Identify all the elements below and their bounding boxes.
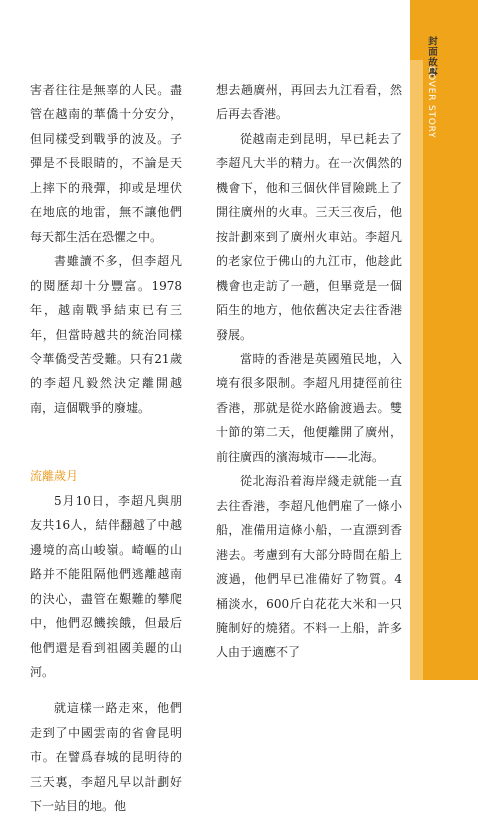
spacer [30, 684, 182, 696]
paragraph: 書雖讀不多，但李超凡的閱歷却十分豐富。1978年，越南戰爭結束已有三年，但當時越共的統治同樣令華僑受苦受難。只有21歲的李超凡毅然決定離開越南，這個戰爭的廢墟。 [30, 254, 182, 415]
paragraph: 從北海沿着海岸綫走就能一直去往香港，李超凡他們雇了一條小船，准備用這條小船，一直漂到香港去。考慮到有大部分時間在船上渡過，他們早已准備好了物質。4桶淡水，600斤白花花大米和一只腌制好的燒猪。不料一上船，許多人由于適應不了 [216, 474, 402, 660]
subheading: 流離歲月 [30, 469, 79, 484]
text-column-2 [216, 78, 402, 665]
paragraph: 害者往往是無辜的人民。盡管在越南的華僑十分安分，但同樣受到戰爭的波及。子彈是不長眼睛的，不論是天上摔下的飛彈，抑或是埋伏在地底的地雷，無不讓他們每天都生活在恐懼之中。 [30, 83, 182, 244]
section-title: 封面故事 [426, 36, 437, 78]
spacer [30, 420, 182, 464]
text-column-1 [30, 78, 182, 819]
paragraph: 5月10日，李超凡與朋友共16人，結伴翻越了中越邊境的高山峻嶺。崎嶇的山路并不能阻隔他們逃離越南的決心，盡管在艱難的攀爬中，他們忍饑挨餓，但最后他們還是看到祖國美麗的山河。 [30, 493, 182, 679]
section-title-en: COVER STORY [426, 66, 436, 139]
paragraph: 從越南走到昆明，早已耗去了李超凡大半的精力。在一次偶然的機會下，他和三個伙伴冒險跳上了開往廣州的火車。三天三夜后，他按計劃來到了廣州火車站。李超凡的老家位于佛山的九江市，他趁此機會也走訪了一趟，但畢竟是一個陌生的地方，他依舊决定去往香港發展。 [216, 131, 402, 342]
side-band-inner-stripe [410, 60, 423, 680]
paragraph: 就這樣一路走來，他們走到了中國雲南的省會昆明市。在譬爲春城的昆明待的三天裏，李超凡早以計劃好下一站目的地。他 [30, 701, 182, 814]
paragraph: 想去趟廣州，再回去九江看看，然后再去香港。 [216, 83, 402, 122]
paragraph: 當時的香港是英國殖民地，入境有很多限制。李超凡用捷徑前往香港，那就是從水路偷渡過去。雙十節的第二天，他便離開了廣州，前往廣西的濱海城市——北海。 [216, 351, 402, 464]
